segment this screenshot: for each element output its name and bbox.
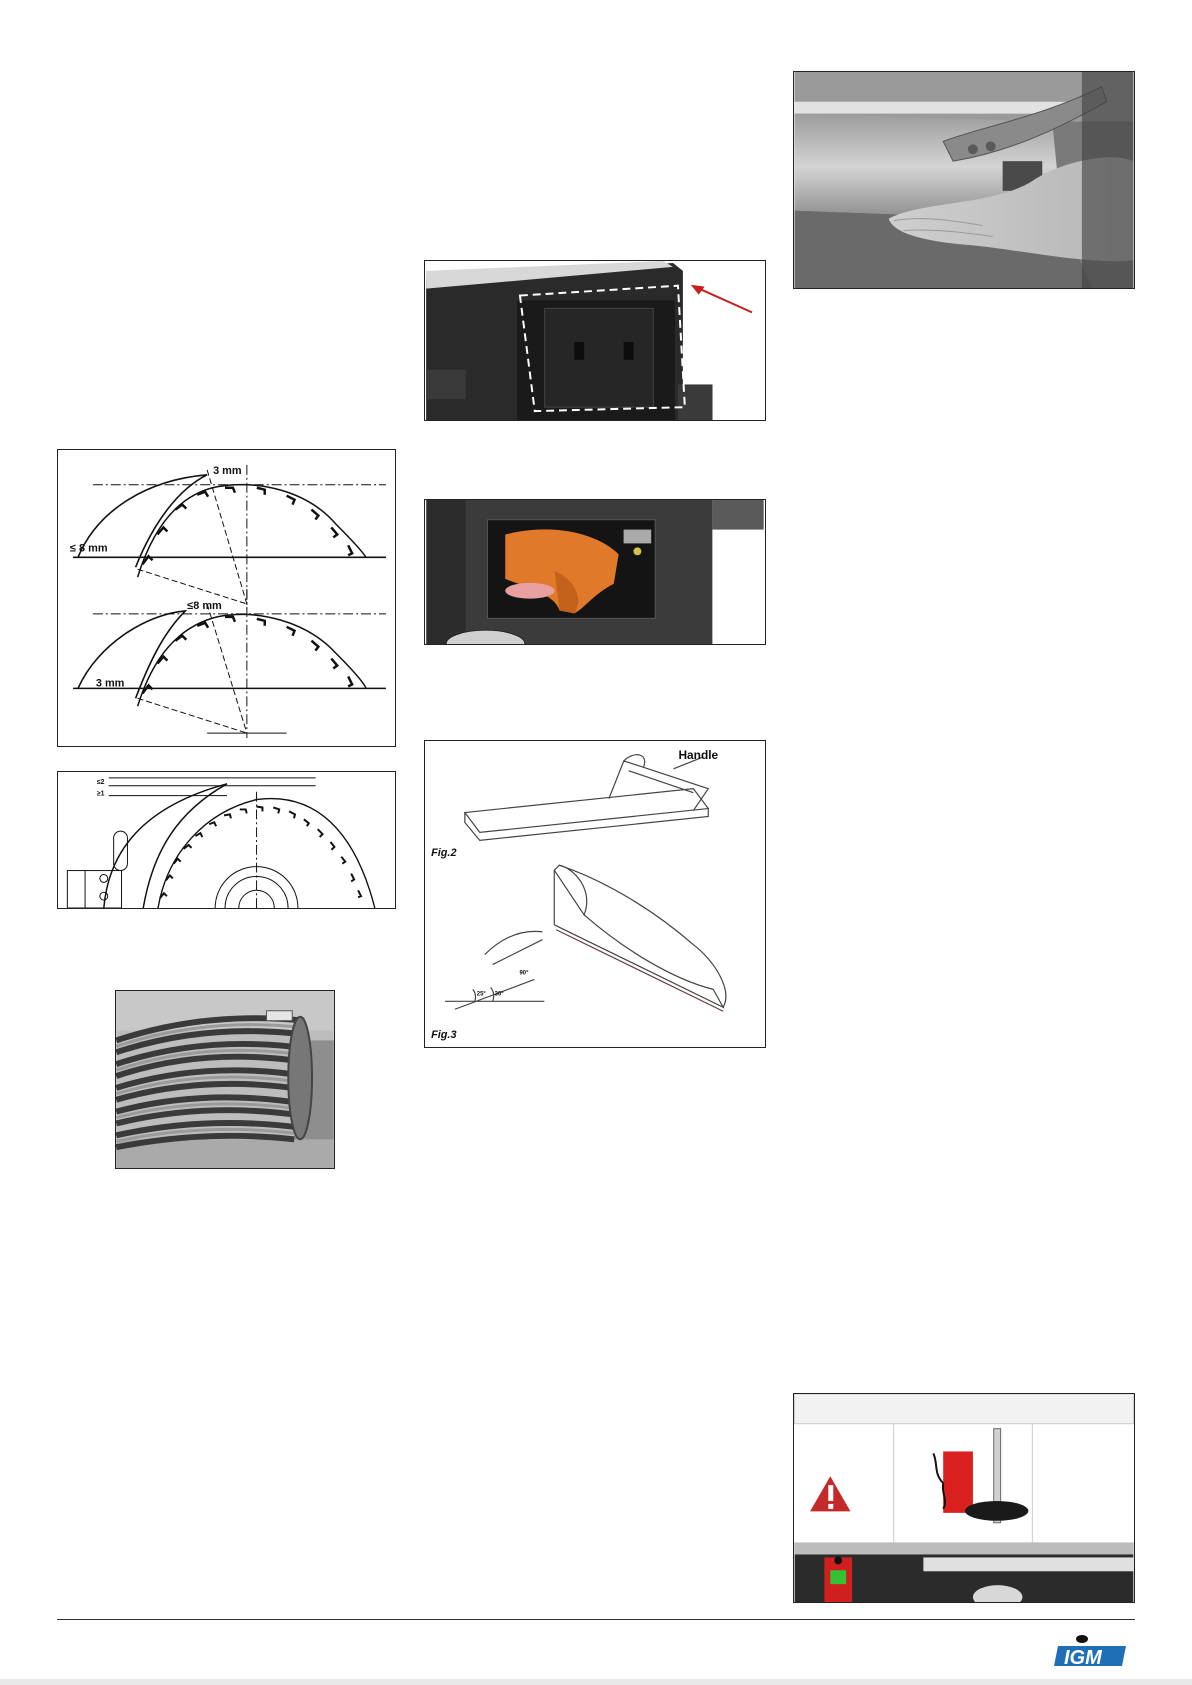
riving-knife-height-diagram (57, 771, 396, 909)
motor-housing-photo (424, 499, 766, 645)
side-panel-photo (424, 260, 766, 421)
push-stick-figures (424, 740, 766, 1048)
logo-text: IGM (1064, 1647, 1102, 1669)
fig2-label: Fig.2 (431, 847, 457, 860)
bottom-strip (0, 1679, 1192, 1685)
angle-a-label: 25° (476, 991, 486, 998)
angle-90-label: 90° (519, 970, 529, 977)
label-8mm-left-top: ≤ 8 mm (70, 542, 108, 555)
igm-logo (1050, 1632, 1130, 1672)
fig3-label: Fig.3 (431, 1029, 457, 1042)
hand-on-fence-photo (793, 71, 1135, 289)
label-le2: ≤2 (96, 778, 105, 786)
splitter-clearance-diagram (57, 449, 396, 747)
label-3mm-top: 3 mm (213, 464, 242, 477)
angle-b-label: 30° (494, 991, 504, 998)
label-ge1: ≥1 (96, 790, 105, 798)
warning-switch-photo (793, 1393, 1135, 1603)
handle-label: Handle (678, 747, 719, 762)
label-8mm-mid: ≤8 mm (187, 599, 222, 612)
dust-hose-photo (115, 990, 335, 1169)
footer-rule (57, 1619, 1135, 1620)
label-3mm-bottom: 3 mm (95, 677, 125, 690)
